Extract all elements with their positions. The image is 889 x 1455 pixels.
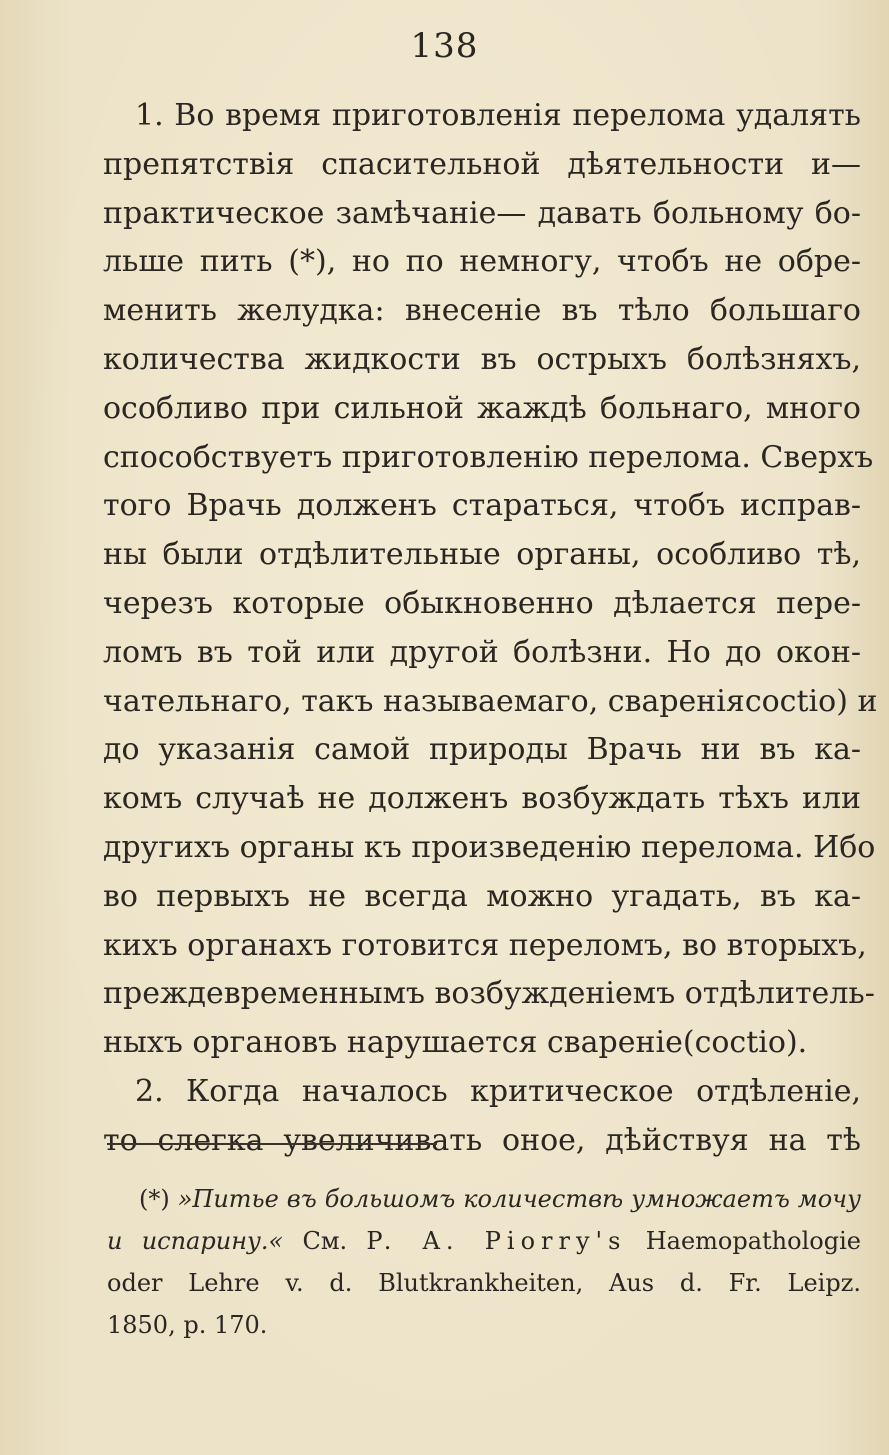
text-line: того Врачь долженъ стараться, чтобъ исправ- bbox=[103, 488, 861, 524]
text-line: комъ случаѣ не долженъ возбуждать тѣхъ или bbox=[103, 781, 861, 817]
footnote-line bbox=[107, 1262, 861, 1304]
footnote bbox=[107, 1178, 861, 1346]
text-line: препятствія спасительной дѣятельности и— bbox=[103, 146, 861, 182]
footnote-title-part2: oder Lehre v. d. Blutkrankheiten, Aus d. Fr. Leipz. bbox=[107, 1269, 861, 1297]
text-line: практическое замѣчаніе— давать больному бо- bbox=[103, 195, 861, 231]
text-line: льше пить (*), но по немногу, чтобъ не обре- bbox=[103, 244, 861, 280]
text-line: особливо при сильной жаждѣ больнаго, много bbox=[103, 390, 861, 426]
text-line: до указанія самой природы Врачь ни въ ка- bbox=[103, 732, 861, 768]
footnote-quote-end: и испарину.« bbox=[107, 1227, 284, 1255]
text-line: количества жидкости въ острыхъ болѣзняхъ, bbox=[103, 341, 861, 377]
footnote-author: P. A. Piorry's bbox=[366, 1227, 627, 1255]
text-line: ныхъ органовъ нарушается свареніе(coctio). bbox=[103, 1025, 808, 1061]
main-text bbox=[103, 92, 878, 1166]
footnote-year-page: 1850, p. 170. bbox=[107, 1311, 268, 1339]
footnote-marker: (*) bbox=[139, 1185, 170, 1213]
text-line: 2. Когда началось критическое отдѣленіе, bbox=[135, 1073, 861, 1109]
footnote-line bbox=[107, 1304, 861, 1346]
text-line: менить желудка: внесеніе въ тѣло большаго bbox=[103, 293, 861, 329]
text-line: чательнаго, такъ называемаго, свареніяcoctio) и bbox=[103, 683, 878, 719]
text-line: способствуетъ приготовленію перелома. Сверхъ bbox=[103, 439, 874, 475]
text-line: другихъ органы къ произведенію перелома. Ибо bbox=[103, 829, 876, 865]
footnote-line bbox=[107, 1178, 861, 1220]
page-number: 138 bbox=[410, 26, 479, 66]
footnote-title-part1: Haemopathologie bbox=[645, 1227, 861, 1255]
text-line: ломъ въ той или другой болѣзни. Но до окон- bbox=[103, 634, 861, 670]
footnote-line bbox=[107, 1220, 861, 1262]
text-line: ны были отдѣлительные органы, особливо тѣ, bbox=[103, 537, 861, 573]
footnote-cite-prefix: См. bbox=[302, 1227, 348, 1255]
footnote-quote: »Питье въ большомъ количествѣ умножаетъ мочу bbox=[177, 1185, 861, 1213]
text-line: преждевременнымъ возбужденіемъ отдѣлитель- bbox=[103, 976, 875, 1012]
text-line: черезъ которые обыкновенно дѣлается пере- bbox=[103, 585, 861, 621]
footnote-divider bbox=[107, 1143, 437, 1145]
text-line: во первыхъ не всегда можно угадать, въ ка- bbox=[103, 878, 861, 914]
text-line: 1. Во время приготовленія перелома удалять bbox=[135, 98, 861, 133]
text-line: то слегка увеличивать оное, дѣйствуя на тѣ bbox=[103, 1122, 861, 1158]
text-line: кихъ органахъ готовится переломъ, во вторыхъ, bbox=[103, 927, 867, 963]
